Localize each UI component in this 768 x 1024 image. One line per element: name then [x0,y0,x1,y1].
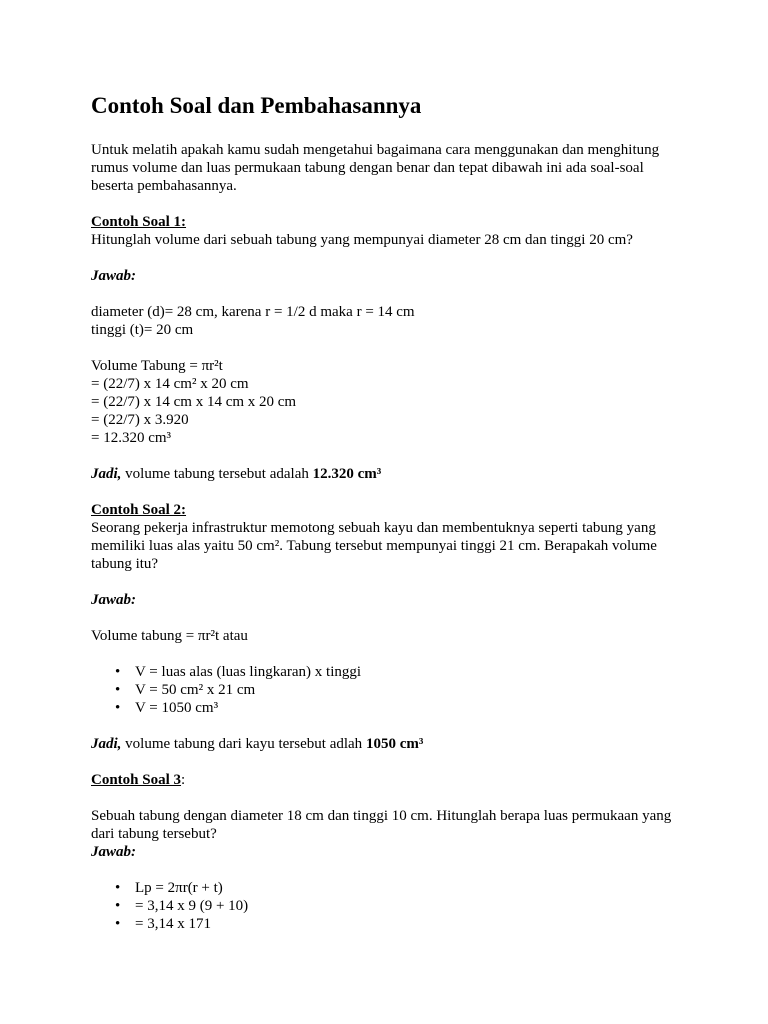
page-title: Contoh Soal dan Pembahasannya [91,93,422,118]
intro-line: rumus volume dan luas permukaan tabung dengan benar dan tepat dibawah ini ada soal-soal [91,160,644,176]
soal3-bullet-list [91,879,691,933]
soal2-heading: Contoh Soal 2: [91,502,187,518]
soal3-colon: : [181,772,186,788]
bullet-icon: • [115,682,121,698]
soal1-given: tinggi (t)= 20 cm [91,322,194,338]
soal2-answer: 1050 cm³ [365,736,424,752]
soal1-conclusion-text: volume tabung tersebut adalah [121,466,313,482]
list-item [115,897,691,915]
soal2-question: tabung itu? [91,556,159,572]
soal2-formula: Volume tabung = πr²t atau [91,628,248,644]
soal3-question: Sebuah tabung dengan diameter 18 cm dan tinggi 10 cm. Hitunglah berapa luas permukaan yang [91,808,672,824]
list-item-text: = 3,14 x 9 (9 + 10) [135,898,249,914]
soal1-step: = 12.320 cm³ [91,430,172,446]
document-content [91,92,691,933]
bullet-icon: • [115,880,121,896]
bullet-icon: • [115,664,121,680]
soal2-conclusion-text: volume tabung dari kayu tersebut adlah [121,736,366,752]
intro-line: Untuk melatih apakah kamu sudah mengetahui bagaimana cara menggunakan dan menghitung [91,142,660,158]
soal3-jawab: Jawab: [91,844,136,860]
soal1-jadi: Jadi, [91,466,122,482]
soal2-question: memiliki luas alas yaitu 50 cm². Tabung tersebut mempunyai tinggi 21 cm. Berapakah volume [91,538,657,554]
list-item [115,879,691,897]
soal2-conclusion [91,735,691,753]
soal1-question: Hitunglah volume dari sebuah tabung yang mempunyai diameter 28 cm dan tinggi 20 cm? [91,232,633,248]
soal1-step: = (22/7) x 14 cm² x 20 cm [91,376,249,392]
soal1-answer: 12.320 cm³ [312,466,382,482]
soal2-jawab: Jawab: [91,592,136,608]
list-item-text: V = luas alas (luas lingkaran) x tinggi [135,664,362,680]
soal1-step: = (22/7) x 3.920 [91,412,189,428]
list-item-text: V = 50 cm² x 21 cm [135,682,256,698]
soal3-question: dari tabung tersebut? [91,826,217,842]
list-item [115,681,691,699]
intro-line: beserta pembahasannya. [91,178,237,194]
bullet-icon: • [115,916,121,932]
list-item [115,915,691,933]
soal2-bullet-list [91,663,691,717]
soal2-question: Seorang pekerja infrastruktur memotong sebuah kayu dan membentuknya seperti tabung yang [91,520,656,536]
soal1-jawab: Jawab: [91,268,136,284]
soal1-heading: Contoh Soal 1: [91,214,187,230]
list-item-text: V = 1050 cm³ [135,700,219,716]
soal1-conclusion [91,465,691,483]
bullet-icon: • [115,700,121,716]
list-item-text: Lp = 2πr(r + t) [135,880,223,896]
bullet-icon: • [115,898,121,914]
soal1-step: = (22/7) x 14 cm x 14 cm x 20 cm [91,394,297,410]
list-item [115,699,691,717]
soal3-heading: Contoh Soal 3 [91,772,182,788]
list-item-text: = 3,14 x 171 [135,916,211,932]
soal2-jadi: Jadi, [91,736,122,752]
soal1-given: diameter (d)= 28 cm, karena r = 1/2 d maka r = 14 cm [91,304,415,320]
soal1-step: Volume Tabung = πr²t [91,358,223,374]
list-item [115,663,691,681]
